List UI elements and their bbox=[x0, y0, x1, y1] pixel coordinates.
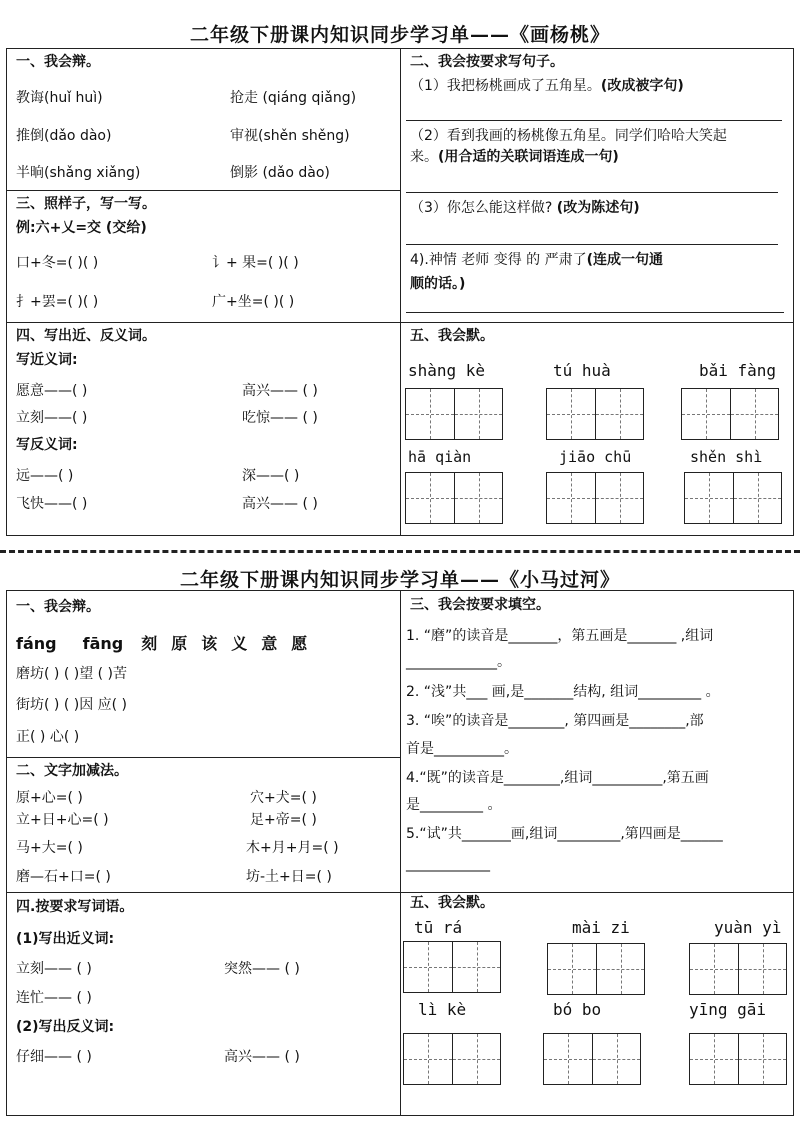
ws2-s2-item: 原+心=( ) bbox=[16, 790, 83, 806]
ws2-s2-item: 木+月+月=( ) bbox=[246, 840, 339, 856]
pinyin-prompt: tū rá bbox=[414, 918, 463, 937]
ws1-s3-item: 口+冬=( )( ) bbox=[16, 255, 99, 271]
ws1-s3-item: 扌+罢=( )( ) bbox=[16, 294, 99, 310]
ws1-s4-syn: 吃惊—— ( ) bbox=[242, 410, 318, 426]
ws1-s2-q4b: 顺的话。) bbox=[410, 276, 466, 292]
pinyin-prompt: tú huà bbox=[553, 361, 611, 380]
ws2-s3-line: ____________ bbox=[406, 856, 490, 872]
ws1-s4-syn-label: 写近义词: bbox=[16, 352, 78, 368]
ws2-s1-header: fáng fāng 刻 原 该 义 意 愿 bbox=[16, 634, 308, 653]
ws2-s4-ant-label: (2)写出反义词: bbox=[16, 1019, 115, 1035]
ws2-s4-item: 立刻—— ( ) bbox=[16, 961, 92, 977]
ws2-s3-line: 3. “唉”的读音是________, 第四画是________,部 bbox=[406, 713, 704, 729]
ws1-s4-ant: 深——( ) bbox=[242, 468, 300, 484]
ws2-s1-row: 磨坊( ) ( )望 ( )苦 bbox=[16, 666, 128, 682]
ws2-s4-item: 高兴—— ( ) bbox=[224, 1049, 300, 1065]
ws1-s2-q2b: 来。(用合适的关联词语连成一句) bbox=[410, 149, 619, 165]
ws1-s4-ant-label: 写反义词: bbox=[16, 437, 78, 453]
ws2-s2-heading: 二、文字加减法。 bbox=[16, 763, 128, 779]
pinyin-prompt: hā qiàn bbox=[408, 448, 472, 466]
tianzige-box[interactable] bbox=[546, 388, 644, 440]
ws1-s5-heading: 五、我会默。 bbox=[410, 328, 494, 344]
pinyin-prompt: shěn shì bbox=[690, 448, 763, 466]
ws1-s1-heading: 一、我会辩。 bbox=[16, 54, 100, 70]
pinyin-prompt: shàng kè bbox=[408, 361, 486, 380]
tianzige-box[interactable] bbox=[547, 943, 645, 995]
ws2-s4-item: 突然—— ( ) bbox=[224, 961, 300, 977]
ws1-s2-q1: （1）我把杨桃画成了五角星。(改成被字句) bbox=[410, 78, 684, 94]
ws2-s3-line: _____________。 bbox=[406, 654, 511, 670]
ws1-s4-ant: 远——( ) bbox=[16, 468, 74, 484]
pinyin-prompt: jiāo chū bbox=[559, 448, 632, 466]
ws1-s1-item: 倒影 (dǎo dào) bbox=[230, 165, 330, 181]
ws1-s1-item: 教诲(huǐ huì) bbox=[16, 90, 103, 106]
tianzige-box[interactable] bbox=[689, 1033, 787, 1085]
worksheet-1-title: 二年级下册课内知识同步学习单——《画杨桃》 bbox=[189, 24, 610, 46]
ws2-s2-item: 坊-土+日=( ) bbox=[246, 869, 332, 885]
ws2-s5-heading: 五、我会默。 bbox=[410, 895, 494, 911]
ws2-s4-item: 连忙—— ( ) bbox=[16, 990, 92, 1006]
ws2-s3-line: 2. “浅”共___ 画,是_______结构, 组词_________ 。 bbox=[406, 684, 720, 700]
ws1-s3-item: 广+坐=( )( ) bbox=[212, 294, 295, 310]
ws1-s3-item: 讠+ 果=( )( ) bbox=[212, 255, 299, 271]
ws2-s1-row: 正( ) 心( ) bbox=[16, 729, 80, 745]
ws2-s4-heading: 四.按要求写词语。 bbox=[16, 899, 134, 915]
ws1-s4-ant: 高兴—— ( ) bbox=[242, 496, 318, 512]
ws2-s1-row: 街坊( ) ( )因 应( ) bbox=[16, 697, 128, 713]
ws1-s4-syn: 高兴—— ( ) bbox=[242, 383, 318, 399]
ws1-s1-item: 抢走 (qiáng qiǎng) bbox=[230, 90, 357, 106]
tianzige-box[interactable] bbox=[684, 472, 782, 524]
tianzige-box[interactable] bbox=[681, 388, 779, 440]
ws2-s3-line: 1. “磨”的读音是_______，第五画是_______ ,组词 bbox=[406, 628, 714, 644]
answer-line[interactable] bbox=[406, 192, 778, 193]
ws2-s4-syn-label: (1)写出近义词: bbox=[16, 931, 115, 947]
ws1-s2-q4: 4).神情 老师 变得 的 严肃了(连成一句通 bbox=[410, 252, 664, 268]
cut-line bbox=[0, 550, 800, 553]
tianzige-box[interactable] bbox=[403, 941, 501, 993]
ws2-s2-item: 穴+犬=( ) bbox=[250, 790, 317, 806]
ws2-s2-item: 马+大=( ) bbox=[16, 840, 83, 856]
pinyin-prompt: yuàn yì bbox=[714, 918, 782, 937]
ws1-s3-example: 例:六+乂=交 (交给) bbox=[16, 220, 147, 236]
pinyin-prompt: lì kè bbox=[418, 1000, 467, 1019]
tianzige-box[interactable] bbox=[689, 943, 787, 995]
ws1-s1-item: 推倒(dǎo dào) bbox=[16, 128, 112, 144]
ws1-s4-ant: 飞快——( ) bbox=[16, 496, 88, 512]
ws2-s2-item: 磨—石+口=( ) bbox=[16, 869, 111, 885]
tianzige-box[interactable] bbox=[546, 472, 644, 524]
ws2-s3-heading: 三、我会按要求填空。 bbox=[410, 597, 550, 613]
worksheet-2-title: 二年级下册课内知识同步学习单——《小马过河》 bbox=[179, 569, 620, 591]
ws2-s2-item: 足+帝=( ) bbox=[250, 812, 317, 828]
ws1-s2-heading: 二、我会按要求写句子。 bbox=[410, 54, 564, 70]
ws1-s4-syn: 立刻——( ) bbox=[16, 410, 88, 426]
ws2-s3-line: 5.“试”共_______画,组词_________,第四画是______ bbox=[406, 826, 723, 842]
tianzige-box[interactable] bbox=[403, 1033, 501, 1085]
tianzige-box[interactable] bbox=[405, 388, 503, 440]
ws2-s1-heading: 一、我会辩。 bbox=[16, 599, 100, 615]
pinyin-prompt: mài zi bbox=[572, 918, 630, 937]
ws2-s3-line: 是_________ 。 bbox=[406, 797, 502, 813]
ws2-s3-line: 4.“既”的读音是________,组词__________,第五画 bbox=[406, 770, 709, 786]
tianzige-box[interactable] bbox=[543, 1033, 641, 1085]
answer-line[interactable] bbox=[406, 312, 784, 313]
ws1-s1-item: 半晌(shǎng xiǎng) bbox=[16, 165, 141, 181]
ws2-s4-item: 仔细—— ( ) bbox=[16, 1049, 92, 1065]
ws1-s4-heading: 四、写出近、反义词。 bbox=[16, 328, 156, 344]
ws1-s2-q3: （3）你怎么能这样做? (改为陈述句) bbox=[410, 200, 640, 216]
ws1-s4-syn: 愿意——( ) bbox=[16, 383, 88, 399]
ws1-s3-heading: 三、照样子，写一写。 bbox=[16, 196, 156, 212]
ws2-s2-item: 立+日+心=( ) bbox=[16, 812, 109, 828]
answer-line[interactable] bbox=[406, 244, 778, 245]
tianzige-box[interactable] bbox=[405, 472, 503, 524]
answer-line[interactable] bbox=[406, 120, 782, 121]
ws1-s1-item: 审视(shěn shěng) bbox=[230, 128, 350, 144]
ws2-s3-line: 首是__________。 bbox=[406, 741, 518, 757]
pinyin-prompt: bó bo bbox=[553, 1000, 602, 1019]
pinyin-prompt: yīng gāi bbox=[689, 1000, 767, 1019]
ws1-s2-q2: （2）看到我画的杨桃像五角星。同学们哈哈大笑起 bbox=[410, 128, 727, 144]
pinyin-prompt: bǎi fàng bbox=[699, 361, 777, 380]
